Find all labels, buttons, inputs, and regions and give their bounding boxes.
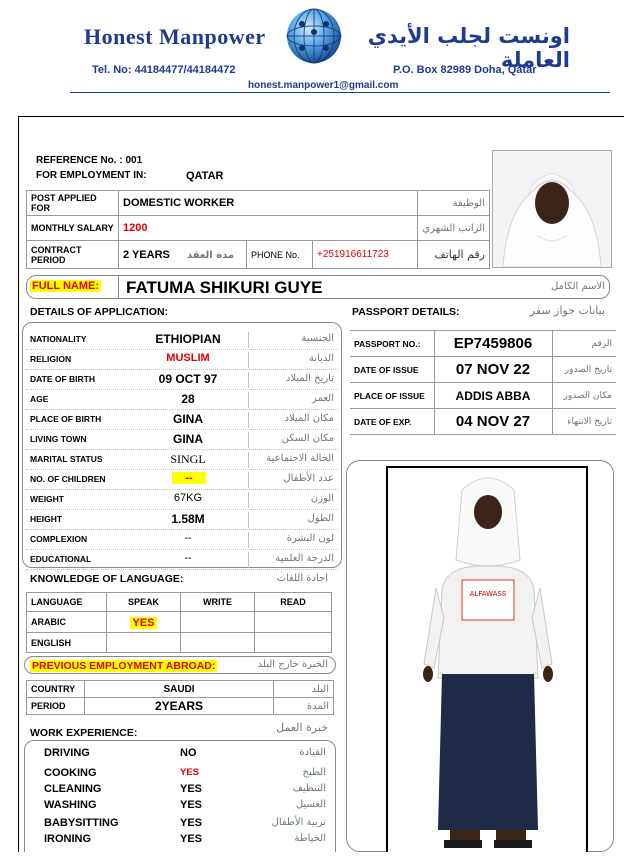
application-label: PLACE OF BIRTH — [30, 414, 102, 424]
post-value: DOMESTIC WORKER — [119, 191, 418, 216]
work-value: YES — [180, 799, 203, 811]
application-divider — [248, 352, 249, 368]
application-row — [26, 450, 338, 470]
passport-label-ar: تاريخ الانتهاء — [552, 409, 616, 435]
application-value: -- — [184, 552, 192, 564]
application-value: 67KG — [173, 492, 203, 504]
application-row — [26, 490, 338, 510]
lang-arabic-read — [255, 612, 332, 633]
application-label-ar: الجنسية — [301, 333, 334, 344]
work-row — [30, 798, 330, 815]
passport-label-ar: تاريخ الصدور — [552, 357, 616, 383]
work-value: YES — [180, 817, 203, 829]
language-title-ar: اجادة اللغات — [276, 573, 328, 584]
previous-title-ar: الخبرة خارج البلد — [257, 659, 328, 670]
work-title-ar: خبرة العمل — [276, 721, 328, 734]
passport-label-ar: مكان الصدور — [552, 383, 616, 409]
application-value: MUSLIM — [166, 352, 210, 364]
work-row — [30, 832, 330, 849]
application-value: -- — [184, 532, 192, 544]
application-label: COMPLEXION — [30, 534, 88, 544]
header-divider — [70, 92, 610, 93]
work-row — [30, 782, 330, 799]
application-value: GINA — [173, 412, 203, 426]
application-row — [26, 470, 338, 490]
passport-title-ar: بيانات جواز سفر — [529, 304, 605, 317]
application-row — [26, 550, 338, 570]
prev-country-label: COUNTRY — [27, 681, 85, 698]
application-divider — [248, 392, 249, 408]
application-label-ar: مكان الميلاد — [284, 413, 334, 424]
application-divider — [248, 512, 249, 528]
company-tel: Tel. No: 44184477/44184472 — [92, 64, 236, 76]
lang-arabic-write — [181, 612, 255, 633]
previous-title: PREVIOUS EMPLOYMENT ABROAD: — [32, 660, 216, 672]
work-label: CLEANING — [44, 783, 102, 795]
work-row — [30, 766, 330, 783]
application-divider — [248, 492, 249, 508]
lang-header-language: LANGUAGE — [27, 593, 107, 612]
application-label-ar: الوزن — [310, 493, 334, 504]
phone-label-ar: رقم الهاتف — [418, 241, 490, 269]
application-label: WEIGHT — [30, 494, 64, 504]
lang-english-read — [255, 633, 332, 653]
application-label: LIVING TOWN — [30, 434, 87, 444]
application-label: DATE OF BIRTH — [30, 374, 96, 384]
full-name-value: FATUMA SHIKURI GUYE — [126, 278, 323, 297]
full-name-label-ar: الاسم الكامل — [550, 281, 605, 292]
work-label-ar: الغسيل — [295, 799, 326, 810]
contract-value — [119, 241, 247, 269]
passport-label: PASSPORT NO.: — [350, 331, 434, 357]
application-label: NATIONALITY — [30, 334, 87, 344]
portrait-photo — [492, 150, 612, 268]
lang-arabic-speak: YES — [132, 617, 155, 629]
application-value: SINGL — [170, 452, 206, 466]
prev-period-value: 2YEARS — [85, 698, 274, 715]
passport-row — [350, 383, 616, 409]
lang-english-write — [181, 633, 255, 653]
application-divider — [248, 472, 249, 488]
phone-label: PHONE No. — [247, 241, 313, 269]
employment-label: FOR EMPLOYMENT IN: — [36, 170, 147, 181]
prev-country-label-ar: البلد — [274, 681, 334, 698]
work-label: COOKING — [44, 767, 97, 779]
passport-label: DATE OF ISSUE — [350, 357, 434, 383]
salary-label-ar: الراتب الشهري — [418, 216, 490, 241]
prev-country-value: SAUDI — [85, 681, 274, 698]
application-value: ETHIOPIAN — [155, 332, 221, 346]
contract-label: CONTRACT PERIOD — [27, 241, 119, 269]
work-label: DRIVING — [44, 747, 90, 759]
job-table — [26, 190, 490, 269]
application-row — [26, 330, 338, 350]
company-name-ar: اونست لجلب الأيدي العاملة — [367, 24, 570, 72]
work-label-ar: القيادة — [299, 747, 326, 758]
contract-label-ar: مدة العقد — [186, 249, 235, 261]
application-label: MARITAL STATUS — [30, 454, 103, 464]
application-label: HEIGHT — [30, 514, 63, 524]
reference-number: REFERENCE No. : 001 — [36, 155, 143, 166]
work-value: YES — [180, 767, 200, 778]
application-value: 28 — [181, 392, 195, 406]
contract-period: 2 YEARS — [123, 248, 170, 261]
application-label: NO. OF CHILDREN — [30, 474, 106, 484]
lang-header-write: WRITE — [181, 593, 255, 612]
company-po-box: P.O. Box 82989 Doha, Qatar — [393, 64, 537, 76]
work-label: WASHING — [44, 799, 97, 811]
prev-period-label: PERIOD — [27, 698, 85, 715]
passport-value: 04 NOV 27 — [434, 409, 552, 435]
application-divider — [248, 412, 249, 428]
post-label-ar: الوظيفة — [418, 191, 490, 216]
application-value: GINA — [173, 432, 203, 446]
lang-header-read: READ — [255, 593, 332, 612]
application-label-ar: مكان السكن — [281, 433, 334, 444]
application-label: RELIGION — [30, 354, 72, 364]
application-row — [26, 350, 338, 370]
body-photo — [386, 466, 588, 852]
work-label-ar: الخياطة — [294, 833, 326, 844]
passport-row — [350, 409, 616, 435]
full-name-label: FULL NAME: — [32, 280, 100, 292]
work-label-ar: الطبخ — [302, 767, 326, 778]
application-row — [26, 510, 338, 530]
post-label: POST APPLIED FOR — [27, 191, 119, 216]
passport-table — [350, 330, 616, 435]
passport-row — [350, 331, 616, 357]
application-label-ar: عدد الأطفال — [283, 473, 334, 484]
application-label-ar: لون البشرة — [286, 533, 334, 544]
work-value: YES — [180, 783, 203, 795]
lang-arabic-label: ARABIC — [27, 612, 107, 633]
work-label: IRONING — [44, 833, 92, 845]
full-name-divider — [118, 276, 119, 298]
application-label-ar: الدرجة العلمية — [275, 553, 334, 564]
application-value: -- — [172, 472, 206, 484]
application-label: EDUCATIONAL — [30, 554, 92, 564]
work-label-ar: تربية الأطفال — [271, 817, 326, 828]
application-row — [26, 390, 338, 410]
application-label-ar: الحالة الاجتماعية — [266, 453, 334, 464]
application-divider — [248, 372, 249, 388]
work-value: NO — [180, 747, 197, 759]
application-row — [26, 410, 338, 430]
application-row — [26, 370, 338, 390]
application-divider — [248, 432, 249, 448]
lang-english-label: ENGLISH — [27, 633, 107, 653]
work-label-ar: التنظيف — [292, 783, 326, 794]
passport-row — [350, 357, 616, 383]
employment-country: QATAR — [186, 170, 224, 182]
company-email: honest.manpower1@gmail.com — [248, 80, 399, 91]
application-value: 1.58M — [171, 512, 205, 526]
lang-header-speak: SPEAK — [107, 593, 181, 612]
passport-title: PASSPORT DETAILS: — [352, 306, 460, 318]
application-divider — [248, 452, 249, 468]
passport-label-ar: الرقم — [552, 331, 616, 357]
application-label-ar: تاريخ الميلاد — [285, 373, 334, 384]
application-row — [26, 530, 338, 550]
salary-label: MONTHLY SALARY — [27, 216, 119, 241]
work-row — [30, 816, 330, 833]
lang-english-speak — [107, 633, 181, 653]
application-value: 09 OCT 97 — [158, 372, 218, 386]
application-label: AGE — [30, 394, 49, 404]
salary-value: 1200 — [119, 216, 418, 241]
work-value: YES — [180, 833, 203, 845]
application-divider — [248, 332, 249, 348]
language-title: KNOWLEDGE OF LANGUAGE: — [30, 573, 184, 585]
application-label-ar: الديانة — [308, 353, 334, 364]
passport-value: EP7459806 — [434, 331, 552, 357]
previous-table — [26, 680, 334, 715]
phone-value: +251916611723 — [313, 241, 418, 269]
globe-logo-icon — [284, 6, 344, 66]
company-name-en: Honest Manpower — [84, 24, 266, 49]
passport-value: 07 NOV 22 — [434, 357, 552, 383]
application-divider — [248, 552, 249, 568]
application-divider — [248, 532, 249, 548]
application-row — [26, 430, 338, 450]
passport-label: PLACE OF ISSUE — [350, 383, 434, 409]
language-table — [26, 592, 332, 653]
work-row — [30, 746, 330, 763]
work-title: WORK EXPERIENCE: — [30, 727, 138, 739]
svg-text:ALFAWASS: ALFAWASS — [469, 590, 507, 598]
application-label-ar: الطول — [307, 513, 334, 524]
application-label-ar: العمر — [312, 393, 334, 404]
passport-value: ADDIS ABBA — [434, 383, 552, 409]
work-label: BABYSITTING — [44, 817, 119, 829]
prev-period-label-ar: المدة — [274, 698, 334, 715]
passport-label: DATE OF EXP. — [350, 409, 434, 435]
application-title: DETAILS OF APPLICATION: — [30, 306, 169, 318]
